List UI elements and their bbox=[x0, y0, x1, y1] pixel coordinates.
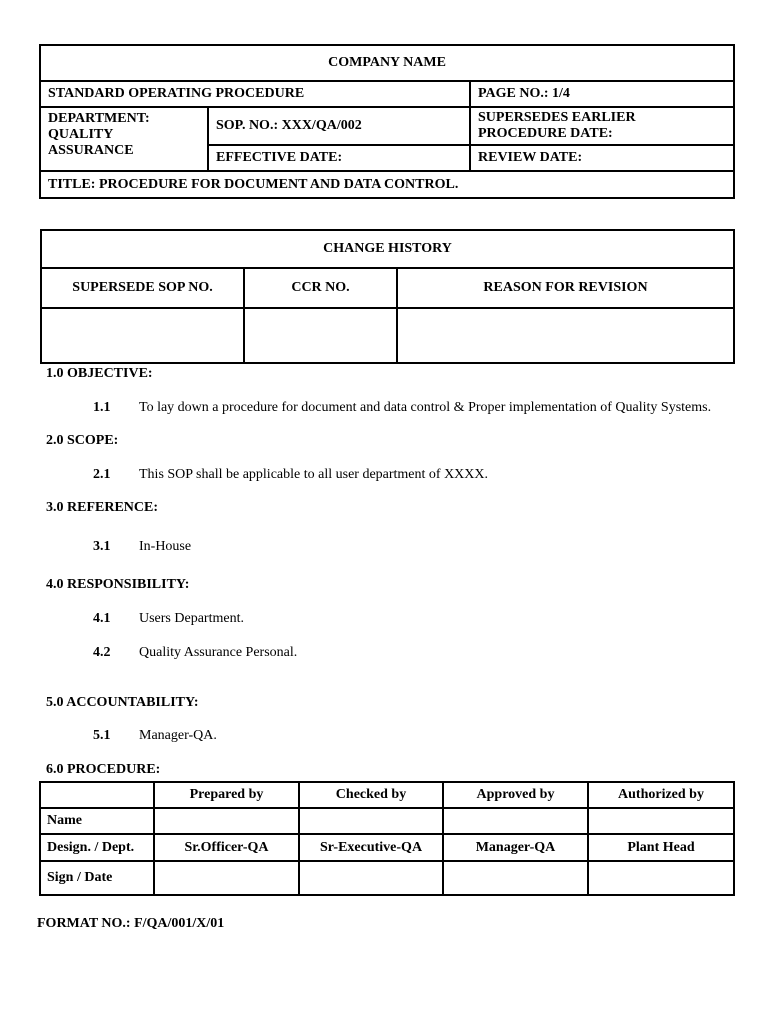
item-number: 4.2 bbox=[93, 645, 111, 660]
table-cell bbox=[443, 861, 588, 895]
column-header: Checked by bbox=[299, 782, 443, 808]
document-title: TITLE: PROCEDURE FOR DOCUMENT AND DATA CONTROL. bbox=[40, 171, 734, 198]
department: DEPARTMENT: QUALITY ASSURANCE bbox=[40, 107, 208, 171]
item-number: 5.1 bbox=[93, 728, 111, 743]
table-cell bbox=[443, 808, 588, 834]
row-label: Sign / Date bbox=[40, 861, 154, 895]
item-number: 4.1 bbox=[93, 611, 111, 626]
column-header: REASON FOR REVISION bbox=[397, 268, 734, 308]
section-heading: 4.0 RESPONSIBILITY: bbox=[46, 577, 190, 592]
table-cell bbox=[41, 308, 244, 363]
column-header: CCR NO. bbox=[244, 268, 397, 308]
document-header-table bbox=[39, 44, 735, 199]
item-number: 2.1 bbox=[93, 467, 111, 482]
section-heading: 3.0 REFERENCE: bbox=[46, 500, 159, 515]
table-cell bbox=[40, 782, 154, 808]
row-label: Name bbox=[40, 808, 154, 834]
format-number: FORMAT NO.: F/QA/001/X/01 bbox=[37, 916, 225, 931]
table-cell: Plant Head bbox=[588, 834, 734, 861]
item-text: To lay down a procedure for document and data control & Proper implementation of Quality Systems. bbox=[139, 400, 712, 415]
company-name: COMPANY NAME bbox=[40, 45, 734, 81]
section-heading: 5.0 ACCOUNTABILITY: bbox=[46, 695, 199, 710]
sop-number: SOP. NO.: XXX/QA/002 bbox=[208, 107, 470, 145]
table-cell bbox=[588, 861, 734, 895]
review-date: REVIEW DATE: bbox=[470, 145, 734, 171]
item-text: Users Department. bbox=[139, 611, 244, 626]
supersedes-date: SUPERSEDES EARLIER PROCEDURE DATE: bbox=[470, 107, 734, 145]
table-cell: Sr.Officer-QA bbox=[154, 834, 299, 861]
row-label: Design. / Dept. bbox=[40, 834, 154, 861]
section-heading: 1.0 OBJECTIVE: bbox=[46, 366, 153, 381]
sop-label: STANDARD OPERATING PROCEDURE bbox=[40, 81, 470, 107]
table-cell: Sr-Executive-QA bbox=[299, 834, 443, 861]
item-number: 1.1 bbox=[93, 400, 111, 415]
table-cell: Manager-QA bbox=[443, 834, 588, 861]
column-header: Approved by bbox=[443, 782, 588, 808]
section-heading: 2.0 SCOPE: bbox=[46, 433, 119, 448]
table-cell bbox=[154, 861, 299, 895]
column-header: SUPERSEDE SOP NO. bbox=[41, 268, 244, 308]
change-history-table bbox=[40, 229, 735, 364]
column-header: Prepared by bbox=[154, 782, 299, 808]
table-cell bbox=[588, 808, 734, 834]
change-history-heading: CHANGE HISTORY bbox=[41, 230, 734, 268]
table-cell bbox=[299, 808, 443, 834]
signature-table bbox=[39, 781, 735, 896]
item-text: In-House bbox=[139, 539, 192, 554]
item-text: Quality Assurance Personal. bbox=[139, 645, 298, 660]
table-cell bbox=[154, 808, 299, 834]
section-heading: 6.0 PROCEDURE: bbox=[46, 762, 161, 777]
column-header: Authorized by bbox=[588, 782, 734, 808]
page-number: PAGE NO.: 1/4 bbox=[470, 81, 734, 107]
item-number: 3.1 bbox=[93, 539, 111, 554]
item-text: Manager-QA. bbox=[139, 728, 217, 743]
table-cell bbox=[397, 308, 734, 363]
item-text: This SOP shall be applicable to all user department of XXXX. bbox=[139, 467, 489, 482]
table-cell bbox=[299, 861, 443, 895]
effective-date: EFFECTIVE DATE: bbox=[208, 145, 470, 171]
table-cell bbox=[244, 308, 397, 363]
